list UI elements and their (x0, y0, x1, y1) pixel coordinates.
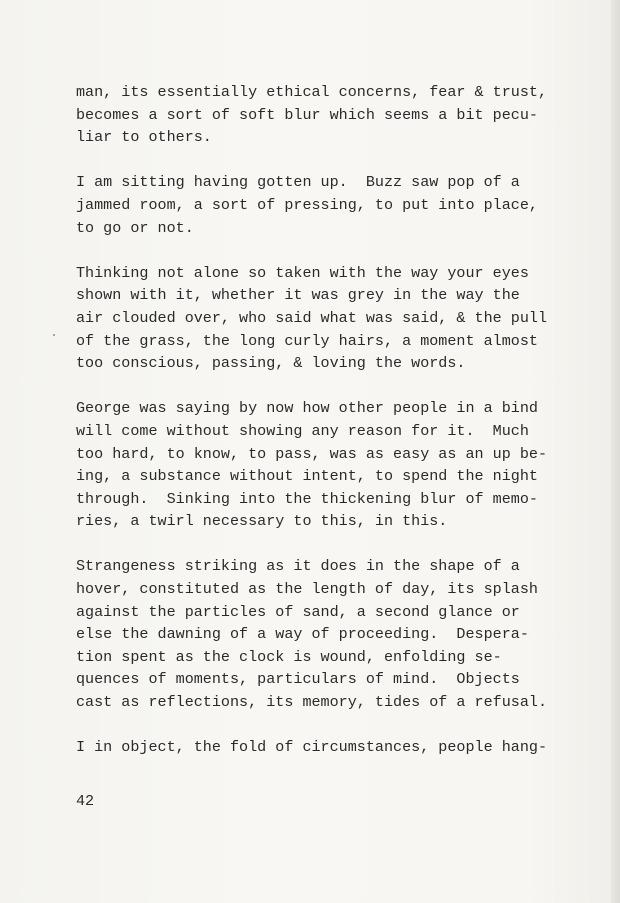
paragraph-1 (76, 81, 576, 149)
paragraph-3 (76, 262, 576, 375)
text-line: tion spent as the clock is wound, enfolding se- (76, 647, 502, 666)
text-line: I in object, the fold of circumstances, people hang- (76, 738, 548, 757)
text-line: Thinking not alone so taken with the way your eyes (76, 263, 529, 282)
text-line: of the grass, the long curly hairs, a moment almost (76, 331, 538, 350)
paragraph-6 (76, 736, 576, 759)
text-line: too conscious, passing, & loving the words. (76, 354, 466, 373)
paper-speck (53, 334, 55, 336)
text-line: quences of moments, particulars of mind. Objects (76, 670, 520, 689)
text-line: jammed room, a sort of pressing, to put into place, (76, 195, 538, 214)
paragraph-4 (76, 397, 576, 533)
paragraph-5 (76, 555, 576, 713)
page-number: 42 (76, 792, 95, 810)
text-line: Strangeness striking as it does in the shape of a (76, 557, 520, 576)
text-line: becomes a sort of soft blur which seems a bit pecu- (76, 105, 538, 124)
text-line: against the particles of sand, a second glance or (76, 602, 520, 621)
text-line: I am sitting having gotten up. Buzz saw pop of a (76, 173, 520, 192)
text-line: will come without showing any reason for it. Much (76, 421, 529, 440)
text-line: liar to others. (76, 128, 212, 147)
text-line: ing, a substance without intent, to spend the night (76, 467, 538, 486)
text-line: George was saying by now how other people in a bind (76, 399, 538, 418)
text-line: cast as reflections, its memory, tides of a refusal. (76, 693, 548, 712)
text-line: too hard, to know, to pass, was as easy as an up be- (76, 444, 548, 463)
text-line: to go or not. (76, 218, 194, 237)
paragraph-2 (76, 171, 576, 239)
text-line: through. Sinking into the thickening blur of memo- (76, 489, 538, 508)
text-line: ries, a twirl necessary to this, in this. (76, 512, 448, 531)
text-line: man, its essentially ethical concerns, fear & trust, (76, 83, 548, 101)
text-line: else the dawning of a way of proceeding. Despera- (76, 625, 529, 644)
text-line: hover, constituted as the length of day, its splash (76, 580, 538, 599)
body-text (76, 81, 576, 781)
text-line: air clouded over, who said what was said, & the pull (76, 308, 548, 327)
page-edge-shadow (611, 0, 620, 903)
text-line: shown with it, whether it was grey in the way the (76, 286, 520, 305)
